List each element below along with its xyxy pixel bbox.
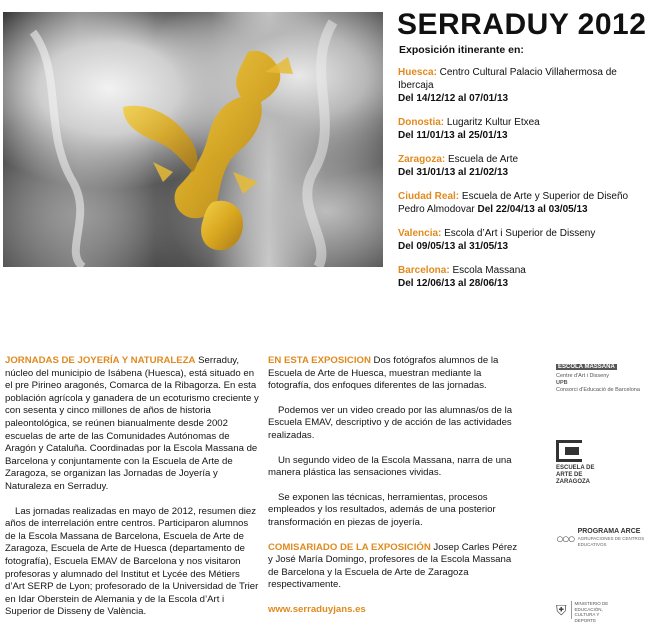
venue-item <box>398 227 648 253</box>
venue-item <box>398 66 648 105</box>
paragraph <box>268 355 523 393</box>
website-link[interactable]: www.serraduyjans.es <box>268 603 366 615</box>
venue-city: Zaragoza: <box>398 154 446 165</box>
venue-place: Lugaritz Kultur Etxea <box>444 117 540 128</box>
venue-city: Ciudad Real: <box>398 191 460 202</box>
logo-line: ZARAGOZA <box>556 479 590 485</box>
logo-line: ARTE DE <box>556 472 583 478</box>
logo-text: Centre d'Art i Disseny <box>556 373 610 379</box>
logo-line: ESCUELA DE <box>556 465 595 471</box>
logo-text: ESCOLA MASSANA <box>558 364 615 370</box>
paragraph-text: Josep Carles Pérez y José María Domingo, profesores de la Escola Massana de Barcelona y la Escuela de Arte de Zaragoza respectivamente. <box>268 541 518 591</box>
paragraph-text: Serraduy, núcleo del municipio de Isábena (Huesca), está situado en el pre Pirineo aragonés, Comarca de la Ribagorza. En esta población agrícola y ganadera de un ecoturismo creciente y con sesenta y cinco millones de años de historia paleontológica, se reúnen bianualmente desde 2002 escuelas de arte de las Comunidades Autónomas de Aragón y Cataluña. Coordinadas por la Escola Massana de Barcelona y conjuntamente con la Escuela de Arte de Zaragoza, se organizan las Jornadas de Joyería y Naturaleza en Serraduy. <box>5 355 259 492</box>
ministry-logo <box>556 598 646 622</box>
programa-arce-logo <box>556 527 646 549</box>
logo-line: AGRUPACIONES DE CENTROS EDUCATIVOS <box>577 536 645 547</box>
column-exposicion <box>268 355 523 629</box>
venue-city: Huesca: <box>398 67 437 78</box>
section-heading: COMISARIADO DE LA EXPOSICIÓN <box>268 541 431 553</box>
logo-text <box>556 465 616 486</box>
escuela-zaragoza-logo <box>556 440 616 485</box>
paragraph: Las jornadas realizadas en mayo de 2012, resumen diez años de interrelación entre centros. Participaron alumnos de la Escola Massana de Barcelona, Escuela de Arte de Zaragoza, Escuela de Arte de Huesca (departamento de fotografía), Escuela EMAV de Barcelona y nos visitaron profesoras y alumnado del Institut et Lycée des Métiers d’Art SERP de Lyon; profesorado de la Universidad de Trier en Idar Oberstein de Alemania y de la Escola d’Art i Superior de Disseny de València. <box>5 505 259 618</box>
paragraph: Un segundo video de la Escola Massana, narra de una manera plástica las sensaciones vividas. <box>268 454 512 479</box>
hero-photo <box>3 12 383 267</box>
venue-item <box>398 153 648 179</box>
logo-text: MINISTERIO DE EDUCACIÓN, CULTURA Y DEPORTE <box>571 601 621 619</box>
logo-text <box>578 528 646 548</box>
venue-item <box>398 264 648 290</box>
arce-rings-icon: ○○○ <box>556 530 574 546</box>
column-jornadas <box>5 355 260 630</box>
venue-dates: Del 09/05/13 al 31/05/13 <box>398 241 509 252</box>
venue-list <box>398 66 648 301</box>
logo-text: UPB <box>556 380 568 386</box>
venue-place: Escuela de Arte y Superior de Diseño Pedro Almodovar <box>398 191 629 215</box>
venue-dates: Del 11/01/13 al 25/01/13 <box>398 130 508 141</box>
paragraph <box>268 542 523 592</box>
paragraph: Se exponen las técnicas, herramientas, procesos empleados y los resultados, además de una posterior transformación en piezas de joyería. <box>268 491 496 528</box>
venue-place: Escola Massana <box>449 265 526 276</box>
escola-massana-logo <box>556 355 646 403</box>
ministry-shield-icon: ⛨ <box>556 601 567 618</box>
gold-jewel-artwork <box>3 12 383 267</box>
venue-item <box>398 116 648 142</box>
venue-city: Barcelona: <box>398 265 450 276</box>
venue-dates: Del 31/01/13 al 21/02/13 <box>398 167 509 178</box>
paragraph <box>5 355 260 494</box>
venue-item <box>398 190 648 216</box>
section-heading: EN ESTA EXPOSICION <box>268 355 371 366</box>
paragraph: Podemos ver un video creado por las alumnas/os de la Escuela EMAV, descriptivo y de acción de las actividades realizadas. <box>268 404 513 441</box>
venue-place: Escola d’Art i Superior de Disseny <box>441 228 596 239</box>
venue-place: Centro Cultural Palacio Villahermosa de Ibercaja <box>398 67 617 91</box>
venue-city: Donostia: <box>398 117 445 128</box>
page-title: SERRADUY 2012 <box>397 8 647 41</box>
subtitle: Exposición itinerante en: <box>399 44 524 56</box>
venue-place: Escuela de Arte <box>445 154 519 165</box>
logo-line: PROGRAMA ARCE <box>577 528 641 535</box>
venue-dates: Del 22/04/13 al 03/05/13 <box>477 204 588 215</box>
paragraph-text: Dos fotógrafos alumnos de la Escuela de Arte de Huesca, muestran mediante la fotografía, dos enfoques diferentes de las jornadas. <box>268 355 499 392</box>
venue-city: Valencia: <box>398 228 442 239</box>
section-heading: JORNADAS DE JOYERÍA Y NATURALEZA <box>5 355 196 366</box>
zaragoza-mark-icon <box>556 440 582 462</box>
venue-dates: Del 14/12/12 al 07/01/13 <box>398 93 509 104</box>
venue-dates: Del 12/06/13 al 28/06/13 <box>398 278 509 289</box>
logo-text: Consorci d'Educació de Barcelona <box>556 387 640 393</box>
